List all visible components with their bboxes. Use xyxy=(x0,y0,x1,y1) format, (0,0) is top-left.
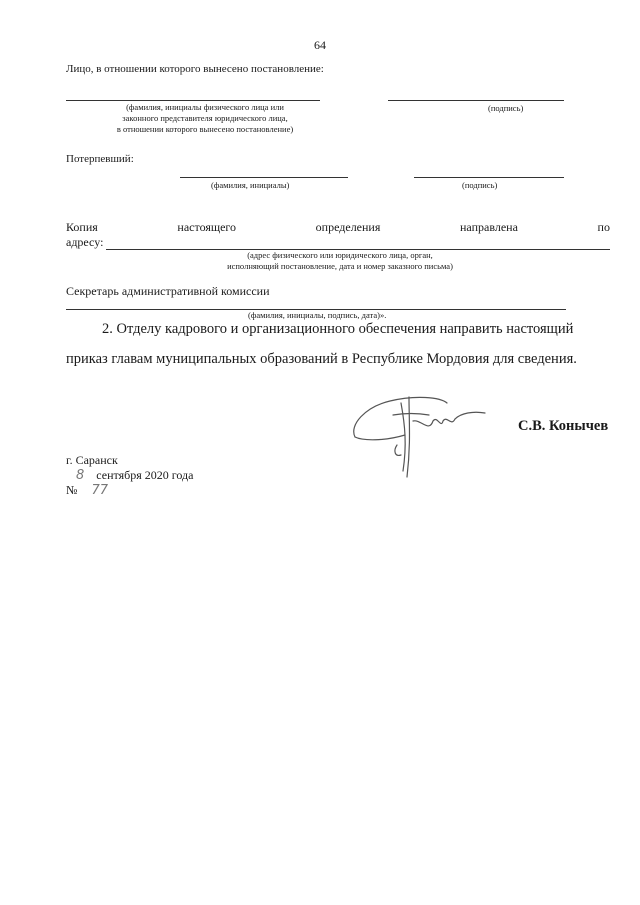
violator-signature-caption: (подпись) xyxy=(488,103,524,113)
violator-caption-line-3: в отношении которого вынесено постановление) xyxy=(116,124,294,134)
date-text: сентября 2020 года xyxy=(96,468,194,482)
victim-name-line xyxy=(180,177,348,178)
paragraph-2-line-2: приказ главам муниципальных образований в Республике Мордовия для сведения. xyxy=(66,351,577,367)
number-handwritten: 77 xyxy=(91,483,108,498)
victim-signature-caption: (подпись) xyxy=(462,180,498,190)
copy-word-1: Копия xyxy=(66,220,98,234)
paragraph-2-line-1: 2. Отделу кадрового и организационного обеспечения направить настоящий xyxy=(102,321,574,337)
violator-caption-line-1: (фамилия, инициалы физического лица или xyxy=(126,102,284,112)
victim-heading: Потерпевший: xyxy=(66,153,134,165)
number-line xyxy=(66,483,108,498)
violator-signature-line xyxy=(388,100,564,101)
violator-heading: Лицо, в отношении которого вынесено постановление: xyxy=(66,63,324,75)
secretary-heading: Секретарь административной комиссии xyxy=(66,284,270,298)
copy-word-2: настоящего xyxy=(177,220,237,234)
copy-word-4: направлена xyxy=(460,220,518,234)
copy-word-3: определения xyxy=(315,220,381,234)
copy-sent-row xyxy=(66,220,610,235)
secretary-caption: (фамилия, инициалы, подпись, дата)». xyxy=(248,310,387,320)
date-day-handwritten: 8 xyxy=(76,468,85,483)
page-number: 64 xyxy=(314,38,326,52)
date-line xyxy=(76,468,193,483)
address-label: адресу: xyxy=(66,235,104,249)
victim-signature-line xyxy=(414,177,564,178)
address-caption-line-1: (адрес физического или юридического лица, орган, xyxy=(247,250,433,260)
violator-caption-line-2: законного представителя юридического лица, xyxy=(122,113,288,123)
violator-name-line xyxy=(66,100,320,101)
handwritten-signature xyxy=(345,385,505,485)
signatory-name: С.В. Конычев xyxy=(518,418,609,434)
violator-name-caption xyxy=(70,102,340,135)
victim-name-caption: (фамилия, инициалы) xyxy=(211,180,290,190)
number-label: № xyxy=(66,483,78,497)
address-caption xyxy=(180,250,500,272)
address-caption-line-2: исполняющий постановление, дата и номер заказного письма) xyxy=(227,261,453,271)
city: г. Саранск xyxy=(66,453,118,467)
copy-word-5: по xyxy=(597,220,610,234)
